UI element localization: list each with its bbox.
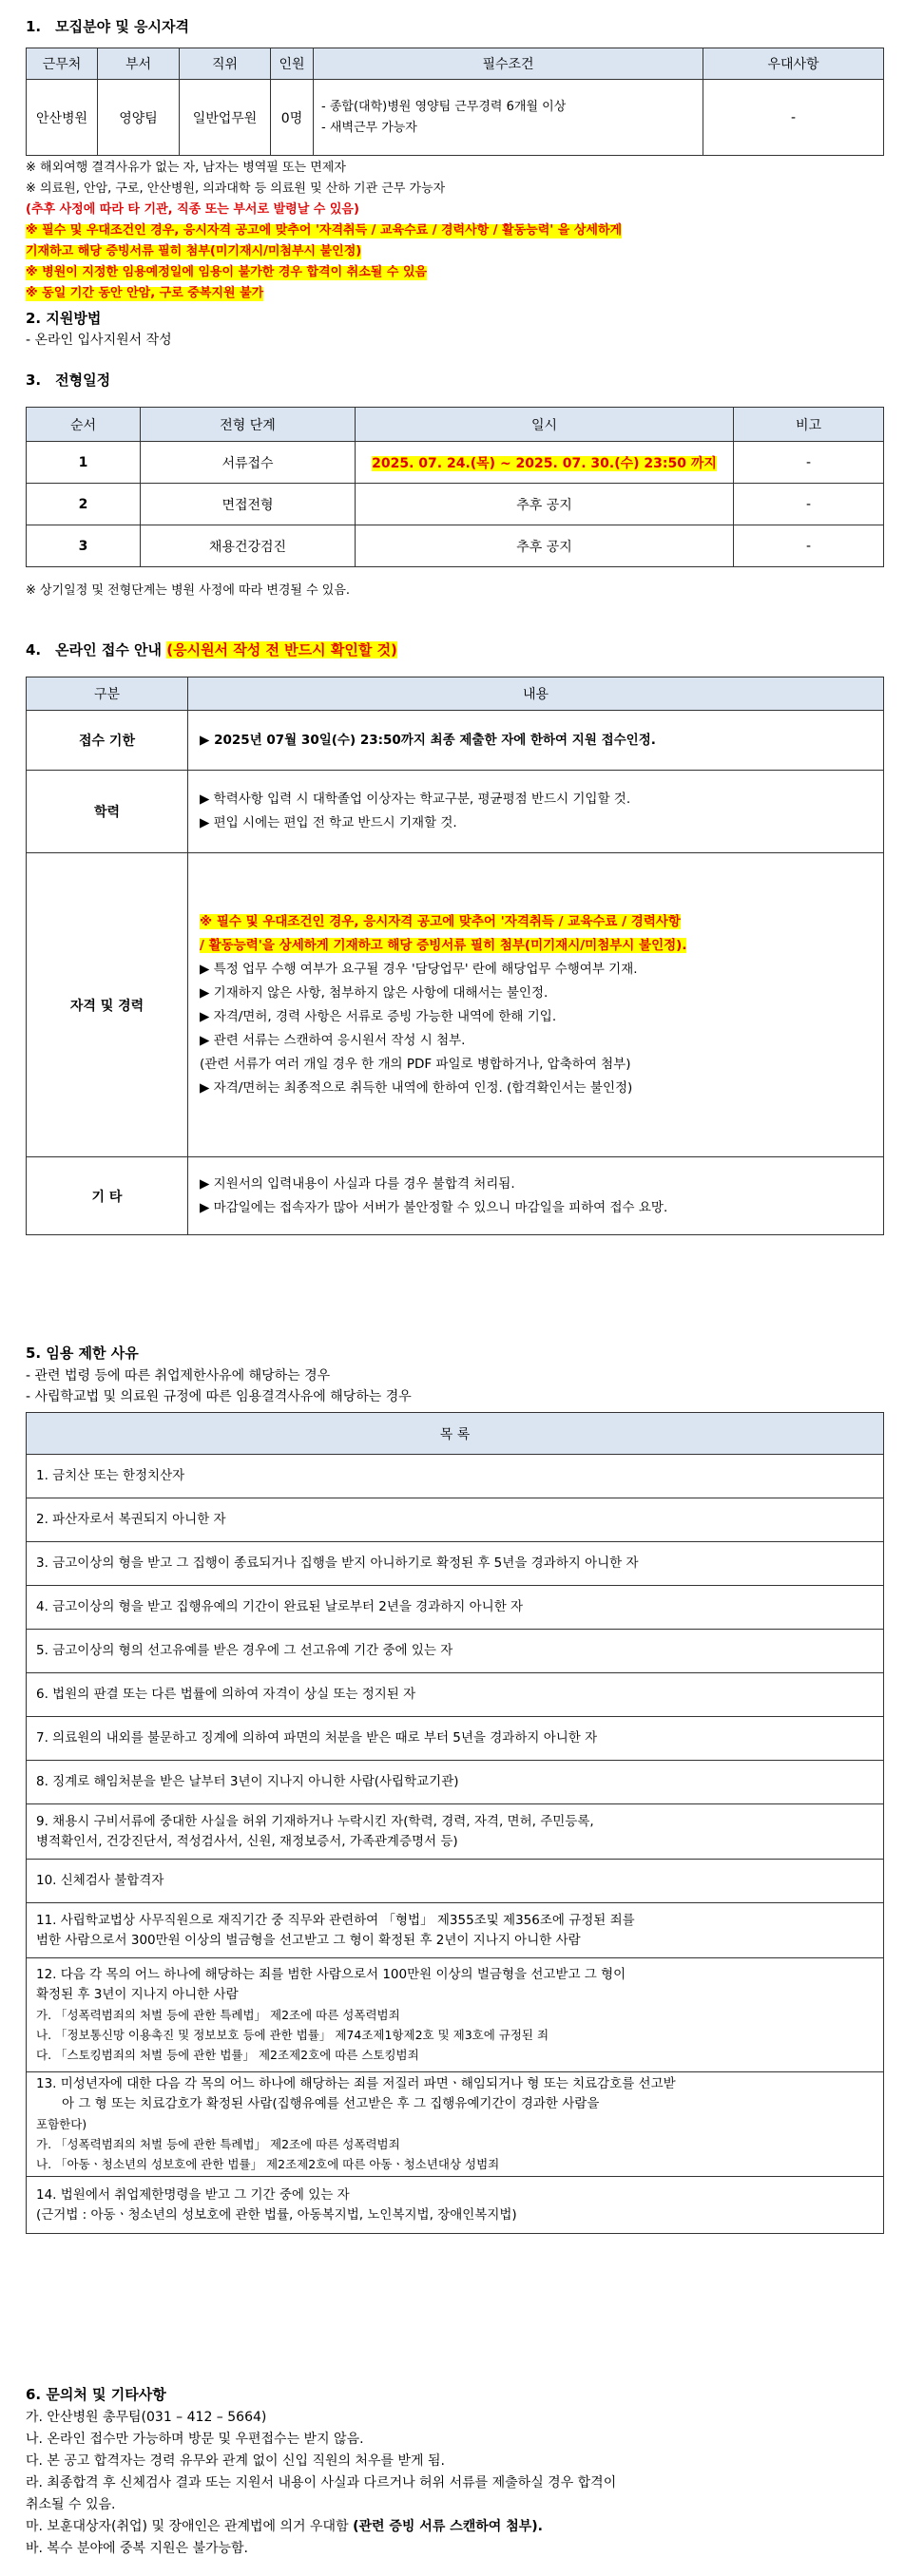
table-row xyxy=(27,525,884,567)
highlighted-note-line: 기재하고 해당 증빙서류 필히 첨부(미기재시/미첨부시 불인정) xyxy=(26,244,362,258)
apply-method: - 온라인 입사지원서 작성 xyxy=(26,333,172,348)
list-item xyxy=(27,2072,884,2177)
list-item xyxy=(27,1804,884,1860)
highlighted-note-line: ※ 필수 및 우대조건인 경우, 응시자격 공고에 맞추어 '자격취득 / 교육수료 / 경력사항 / 활동능력' 을 상세하게 xyxy=(26,223,623,238)
cell-requirements xyxy=(314,80,703,156)
content-line: ▶ 자격/면허, 경력 사항은 서류로 증빙 가능한 내역에 한해 기입. xyxy=(200,1008,557,1024)
label-education: 학력 xyxy=(27,771,188,853)
highlighted-line: / 활동능력'을 상세하게 기재하고 해당 증빙서류 필히 첨부(미기재시/미첨부시 불인정). xyxy=(200,937,687,953)
list-item-cell xyxy=(27,2072,884,2177)
list-item-cell xyxy=(27,1586,884,1630)
etc-content xyxy=(188,1157,884,1235)
label-qualification: 자격 및 경력 xyxy=(27,853,188,1157)
list-item-cell xyxy=(27,1542,884,1586)
list-item-line: 7. 의료원의 내외를 불문하고 징계에 의하여 파면의 처분을 받은 때로 부터 5년을 경과하지 아니한 자 xyxy=(36,1730,598,1746)
col-category: 구분 xyxy=(27,677,188,711)
section4-title: 4. 온라인 접수 안내 xyxy=(26,641,167,658)
cell-workplace: 안산병원 xyxy=(27,80,98,156)
list-item xyxy=(27,1717,884,1761)
list-item-line: 9. 채용시 구비서류에 중대한 사실을 허위 기재하거나 누락시킨 자(학력, 경력, 자격, 면허, 주민등록, xyxy=(36,1813,594,1829)
intro-line: - 사립학교법 및 의료원 규정에 따른 임용결격사유에 해당하는 경우 xyxy=(26,1389,412,1404)
schedule-table xyxy=(26,407,884,567)
list-item xyxy=(27,1455,884,1498)
recruit-table xyxy=(26,48,884,156)
section4-warning: (응시원서 작성 전 반드시 확인할 것) xyxy=(166,641,397,658)
qualification-content xyxy=(188,853,884,1157)
contact-line: 가. 안산병원 총무팀(031 – 412 – 5664) xyxy=(26,2410,267,2425)
list-item xyxy=(27,1958,884,2072)
cell-dept: 영양팀 xyxy=(98,80,180,156)
list-item-cell xyxy=(27,1958,884,2072)
cell-date: 추후 공지 xyxy=(356,525,734,567)
list-item-line: 범한 사람으로서 300만원 이상의 벌금형을 선고받고 그 형이 확정된 후 2년이 지나지 아니한 사람 xyxy=(36,1932,581,1948)
red-note-line: (추후 사정에 따라 타 기관, 직종 또는 부서로 발령날 수 있음) xyxy=(26,202,359,217)
list-item-cell xyxy=(27,1717,884,1761)
list-item-cell xyxy=(27,1860,884,1903)
note-line: ※ 의료원, 안암, 구로, 안산병원, 의과대학 등 의료원 및 산하 기관 근무 가능자 xyxy=(26,181,446,196)
content-line: (관련 서류가 여러 개일 경우 한 개의 PDF 파일로 병합하거나, 압축하여 첨부) xyxy=(200,1056,631,1072)
note-line: ※ 해외여행 결격사유가 없는 자, 남자는 병역필 또는 면제자 xyxy=(26,161,346,175)
section3-heading: 3. 전형일정 xyxy=(26,372,111,389)
list-item xyxy=(27,1586,884,1630)
cell-order: 3 xyxy=(27,525,141,567)
cell-count: 0명 xyxy=(271,80,314,156)
list-item-line: 포함한다) xyxy=(36,2117,87,2131)
list-item-line: 가. 「성폭력범죄의 처벌 등에 관한 특례법」 제2조에 따른 성폭력범죄 xyxy=(36,2137,400,2151)
cell-stage: 채용건강검진 xyxy=(141,525,356,567)
highlighted-note-line: ※ 동일 기간 동안 안암, 구로 중복지원 불가 xyxy=(26,286,264,300)
list-item-line: 8. 징계로 해임처분을 받은 날부터 3년이 지나지 아니한 사람(사립학교기관) xyxy=(36,1774,459,1789)
col-dept: 부서 xyxy=(98,48,180,80)
list-item-cell xyxy=(27,1630,884,1673)
requirement-line: - 새벽근무 가능자 xyxy=(321,120,417,135)
cell-date: 추후 공지 xyxy=(356,484,734,525)
list-item-line: 1. 금치산 또는 한정치산자 xyxy=(36,1468,185,1483)
list-item-line: 3. 금고이상의 형을 받고 그 집행이 종료되거나 집행을 받지 아니하기로 확정된 후 5년을 경과하지 아니한 자 xyxy=(36,1555,639,1571)
info-line: 나. 온라인 접수만 가능하며 방문 및 우편접수는 받지 않음. xyxy=(26,2432,364,2447)
cell-remark: - xyxy=(734,484,884,525)
list-item-cell xyxy=(27,1761,884,1804)
info-text-bold: (관련 증빙 서류 스캔하여 첨부). xyxy=(353,2519,543,2534)
list-item-line: 13. 미성년자에 대한 다음 각 목의 어느 하나에 해당하는 죄를 저질러 파면ㆍ해임되거나 형 또는 치료감호를 선고받 xyxy=(36,2076,676,2091)
requirement-line: - 종합(대학)병원 영양팀 근무경력 6개월 이상 xyxy=(321,99,567,114)
list-item-cell xyxy=(27,1455,884,1498)
col-order: 순서 xyxy=(27,408,141,442)
highlighted-line: ※ 필수 및 우대조건인 경우, 응시자격 공고에 맞추어 '자격취득 / 교육수료 / 경력사항 xyxy=(200,913,681,929)
table-row xyxy=(27,771,884,853)
info-line: 다. 본 공고 합격자는 경력 유무와 관계 없이 신입 직원의 처우를 받게 됨. xyxy=(26,2453,445,2469)
list-item-line: (근거법 : 아동ㆍ청소년의 성보호에 관한 법률, 아동복지법, 노인복지법, 장애인복지법) xyxy=(36,2206,517,2223)
info-line: 바. 복수 분야에 중복 지원은 불가능함. xyxy=(26,2541,249,2556)
list-item-line: 아 그 형 또는 치료감호가 확정된 사람(집행유예를 선고받은 후 그 집행유예기간이 경과한 사람을 xyxy=(36,2096,600,2111)
cell-order: 2 xyxy=(27,484,141,525)
info-line: 취소될 수 있음. xyxy=(26,2497,116,2512)
list-item-line: 가. 「성폭력범죄의 처벌 등에 관한 특례법」 제2조에 따른 성폭력범죄 xyxy=(36,2008,400,2022)
col-position: 직위 xyxy=(180,48,271,80)
cell-stage: 면접전형 xyxy=(141,484,356,525)
cell-date xyxy=(356,442,734,484)
col-count: 인원 xyxy=(271,48,314,80)
list-item-line: 10. 신체검사 불합격자 xyxy=(36,1873,164,1888)
content-line: ▶ 자격/면허는 최종적으로 취득한 내역에 한하여 인정. (합격확인서는 불인정) xyxy=(200,1079,633,1096)
table-row xyxy=(27,853,884,1157)
content-line: ▶ 편입 시에는 편입 전 학교 반드시 기재할 것. xyxy=(200,815,457,830)
section5-heading: 5. 임용 제한 사유 xyxy=(26,1345,139,1362)
list-item xyxy=(27,2177,884,2234)
list-item-line: 나. 「정보통신망 이용촉진 및 정보보호 등에 관한 법률」 제74조제1항제2호 및 제3호에 규정된 죄 xyxy=(36,2028,549,2042)
col-remark: 비고 xyxy=(734,408,884,442)
content-line: ▶ 관련 서류는 스캔하여 응시원서 작성 시 첨부. xyxy=(200,1032,466,1048)
list-item-line: 나. 「아동ㆍ청소년의 성보호에 관한 법률」 제2조제2호에 따른 아동ㆍ청소년대상 성범죄 xyxy=(36,2157,500,2171)
cell-remark: - xyxy=(734,525,884,567)
table-row xyxy=(27,711,884,771)
list-item xyxy=(27,1860,884,1903)
list-item-line: 다. 「스토킹범죄의 처벌 등에 관한 법률」 제2조제2호에 따른 스토킹범죄 xyxy=(36,2048,419,2062)
list-item xyxy=(27,1761,884,1804)
section1-heading: 1. 모집분야 및 응시자격 xyxy=(26,18,189,35)
highlighted-date: 2025. 07. 24.(목) ~ 2025. 07. 30.(수) 23:50 까지 xyxy=(372,455,717,471)
content-line: ▶ 특정 업무 수행 여부가 요구될 경우 '담당업무' 란에 해당업무 수행여부 기재. xyxy=(200,961,638,977)
cell-preference: - xyxy=(703,80,884,156)
list-item xyxy=(27,1673,884,1717)
list-item-cell xyxy=(27,1903,884,1958)
label-etc: 기 타 xyxy=(27,1157,188,1235)
list-item-line: 2. 파산자로서 복권되지 아니한 자 xyxy=(36,1512,226,1527)
list-item-line: 14. 법원에서 취업제한명령을 받고 그 기간 중에 있는 자 xyxy=(36,2186,350,2203)
section4-heading xyxy=(26,642,397,658)
list-item-cell xyxy=(27,1498,884,1542)
cell-order: 1 xyxy=(27,442,141,484)
cell-remark: - xyxy=(734,442,884,484)
list-item-line: 4. 금고이상의 형을 받고 집행유예의 기간이 완료된 날로부터 2년을 경과하지 아니한 자 xyxy=(36,1599,524,1614)
list-item-line: 5. 금고이상의 형의 선고유예를 받은 경우에 그 선고유예 기간 중에 있는 자 xyxy=(36,1643,453,1658)
content-line: ▶ 기재하지 않은 사항, 첨부하지 않은 사항에 대해서는 불인정. xyxy=(200,984,549,1001)
col-content: 내용 xyxy=(188,677,884,711)
deadline-text: ▶ 2025년 07월 30일(수) 23:50까지 최종 제출한 자에 한하여 지원 접수인정. xyxy=(188,711,884,771)
online-apply-table xyxy=(26,677,884,1235)
info-line xyxy=(26,2519,543,2534)
list-item-line: 11. 사립학교법상 사무직원으로 재직기간 중 직무와 관련하여 「형법」 제355조및 제356조에 규정된 죄를 xyxy=(36,1912,635,1928)
table-row xyxy=(27,484,884,525)
col-requirements: 필수조건 xyxy=(314,48,703,80)
table-row xyxy=(27,442,884,484)
restriction-list-table xyxy=(26,1412,884,2234)
section6-heading: 6. 문의처 및 기타사항 xyxy=(26,2386,166,2403)
list-item-line: 6. 법원의 판결 또는 다른 법률에 의하여 자격이 상실 또는 정지된 자 xyxy=(36,1687,416,1702)
label-deadline: 접수 기한 xyxy=(27,711,188,771)
info-text: 마. 보훈대상자(취업) 및 장애인은 관계법에 의거 우대함 xyxy=(26,2519,354,2534)
list-item-cell xyxy=(27,2177,884,2234)
schedule-footnote: ※ 상기일정 및 전형단계는 병원 사정에 따라 변경될 수 있음. xyxy=(26,583,351,598)
list-item xyxy=(27,1630,884,1673)
list-item xyxy=(27,1903,884,1958)
list-item xyxy=(27,1498,884,1542)
content-line: ▶ 지원서의 입력내용이 사실과 다를 경우 불합격 처리됨. xyxy=(200,1175,515,1192)
col-stage: 전형 단계 xyxy=(141,408,356,442)
cell-stage: 서류접수 xyxy=(141,442,356,484)
education-content xyxy=(188,771,884,853)
content-line: ▶ 학력사항 입력 시 대학졸업 이상자는 학교구분, 평균평점 반드시 기입할 것. xyxy=(200,792,631,807)
list-item-line: 12. 다음 각 목의 어느 하나에 해당하는 죄를 범한 사람으로서 100만원 이상의 벌금형을 선고받고 그 형이 xyxy=(36,1967,626,1982)
list-header: 목 록 xyxy=(27,1413,884,1455)
list-item xyxy=(27,1542,884,1586)
content-line: ▶ 마감일에는 접속자가 많아 서버가 불안정할 수 있으니 마감일을 피하여 접수 요망. xyxy=(200,1199,668,1215)
list-item-cell xyxy=(27,1804,884,1860)
list-item-line: 병적확인서, 건강진단서, 적성검사서, 신원, 재정보증서, 가족관계증명서 등) xyxy=(36,1833,458,1849)
table-row xyxy=(27,1157,884,1235)
intro-line: - 관련 법령 등에 따른 취업제한사유에 해당하는 경우 xyxy=(26,1368,331,1383)
info-line: 라. 최종합격 후 신체검사 결과 또는 지원서 내용이 사실과 다르거나 허위 서류를 제출하실 경우 합격이 xyxy=(26,2475,617,2490)
col-preference: 우대사항 xyxy=(703,48,884,80)
cell-position: 일반업무원 xyxy=(180,80,271,156)
col-date: 일시 xyxy=(356,408,734,442)
section2-heading: 2. 지원방법 xyxy=(26,310,102,327)
list-item-cell xyxy=(27,1673,884,1717)
col-workplace: 근무처 xyxy=(27,48,98,80)
highlighted-note-line: ※ 병원이 지정한 임용예정일에 임용이 불가한 경우 합격이 취소될 수 있음 xyxy=(26,265,428,279)
list-item-line: 확정된 후 3년이 지나지 아니한 사람 xyxy=(36,1987,239,2002)
